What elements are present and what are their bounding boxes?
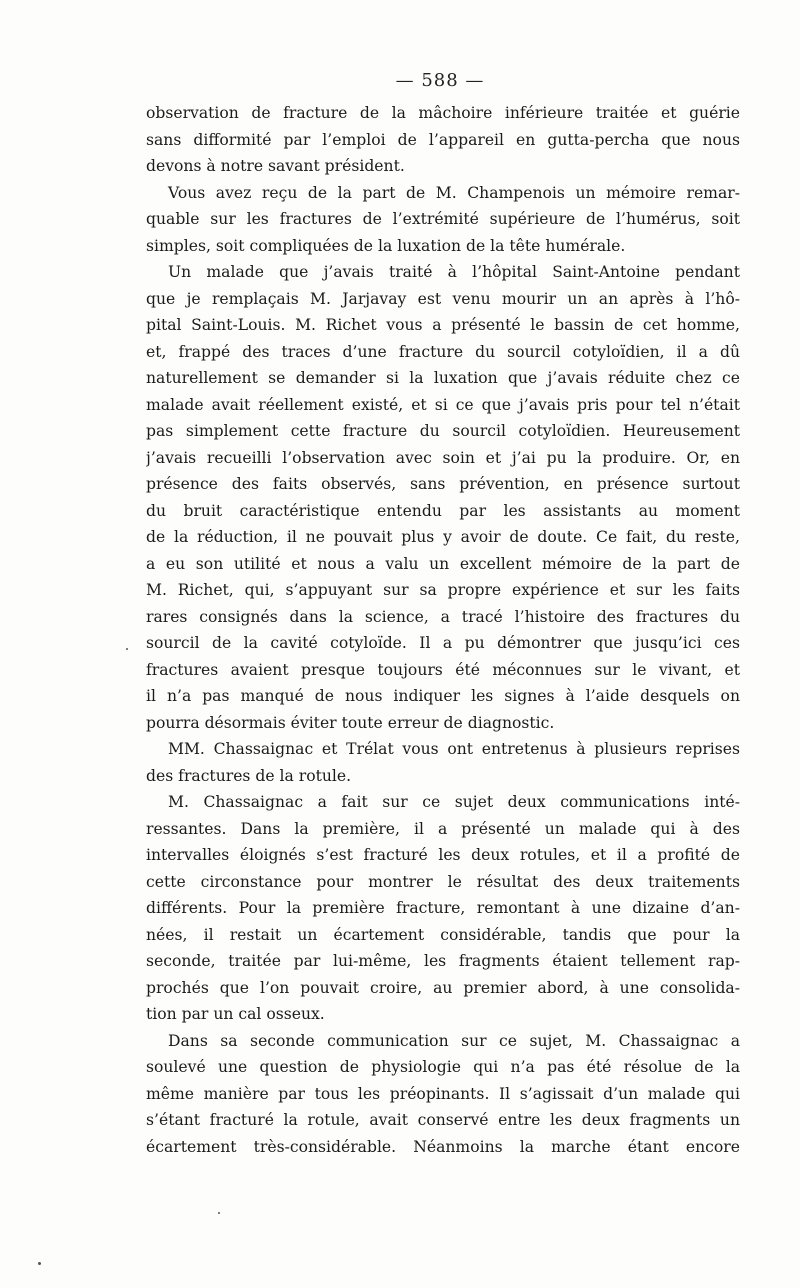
text-line: j’avais recueilli l’observation avec soin et j’ai pu la produire. Or, en (146, 448, 740, 467)
text-line: que je remplaçais M. Jarjavay est venu mourir un an après à l’hô- (146, 289, 740, 308)
text-line: fractures avaient presque toujours été méconnues sur le vivant, et (146, 660, 740, 679)
text-line: de la réduction, il ne pouvait plus y avoir de doute. Ce fait, du reste, (146, 528, 740, 546)
text-line: ressantes. Dans la première, il a présenté un malade qui à des (146, 819, 740, 838)
text-line: intervalles éloignés s’est fracturé les deux rotules, et il a profité de (146, 846, 740, 864)
text-line: pital Saint-Louis. M. Richet vous a présenté le bassin de cet homme, (146, 316, 740, 334)
text-line: écartement très-considérable. Néanmoins la marche étant encore (146, 1137, 740, 1156)
text-line: et, frappé des traces d’une fracture du sourcil cotyloïdien, il a dû (146, 342, 740, 361)
text-line: malade avait réellement existé, et si ce que j’avais pris pour tel n’était (146, 395, 740, 414)
text-line: naturellement se demander si la luxation que j’avais réduite chez ce (146, 369, 740, 387)
text-line: simples, soit compliquées de la luxation de la tête humérale. (146, 236, 626, 255)
text-line: devons à notre savant président. (146, 157, 405, 175)
print-speck (126, 648, 128, 650)
text-line: rares consignés dans la science, a tracé l’histoire des fractures du (146, 607, 740, 626)
text-line: pourra désormais éviter toute erreur de diagnostic. (146, 713, 555, 732)
text-line: soulevé une question de physiologie qui n’a pas été résolue de la (146, 1058, 740, 1076)
text-line: a eu son utilité et nous a valu un excellent mémoire de la part de (146, 554, 740, 573)
text-line: s’étant fracturé la rotule, avait conservé entre les deux fragments un (146, 1111, 740, 1129)
text-line: Un malade que j’avais traité à l’hôpital Saint-Antoine pendant (168, 263, 740, 281)
paragraph (146, 789, 740, 1028)
text-line: il n’a pas manqué de nous indiquer les signes à l’aide desquels on (146, 687, 740, 705)
text-line: M. Richet, qui, s’appuyant sur sa propre expérience et sur les faits (146, 581, 740, 599)
paragraph (146, 1028, 740, 1161)
text-line: présence des faits observés, sans prévention, en présence surtout (146, 475, 740, 493)
text-line: différents. Pour la première fracture, remontant à une dizaine d’an- (146, 899, 740, 917)
body-text (146, 100, 740, 1160)
text-line: seconde, traitée par lui-même, les fragments étaient tellement rap- (146, 952, 740, 970)
text-line: observation de fracture de la mâchoire inférieure traitée et guérie (146, 104, 740, 122)
text-line: même manière par tous les préopinants. Il s’agissait d’un malade qui (146, 1084, 740, 1103)
paragraph (146, 100, 740, 180)
text-line: tion par un cal osseux. (146, 1005, 325, 1023)
paragraph (146, 259, 740, 736)
page-number: — 588 — (395, 70, 485, 91)
text-line: prochés que l’on pouvait croire, au premier abord, à une consolida- (146, 978, 740, 997)
text-line: du bruit caractéristique entendu par les assistants au moment (146, 501, 740, 520)
paragraph (146, 180, 740, 260)
text-line: Dans sa seconde communication sur ce sujet, M. Chassaignac a (168, 1031, 740, 1050)
text-line: sans difformité par l’emploi de l’appareil en gutta-percha que nous (146, 130, 740, 149)
print-speck (218, 1212, 220, 1214)
text-line: Vous avez reçu de la part de M. Champenois un mémoire remar- (168, 183, 740, 202)
text-line: pas simplement cette fracture du sourcil cotyloïdien. Heureusement (146, 422, 740, 440)
print-speck (38, 1262, 41, 1265)
text-line: M. Chassaignac a fait sur ce sujet deux communications inté- (168, 793, 740, 811)
text-line: MM. Chassaignac et Trélat vous ont entretenus à plusieurs reprises (168, 740, 740, 758)
text-line: cette circonstance pour montrer le résultat des deux traitements (146, 872, 740, 891)
text-line: sourcil de la cavité cotyloïde. Il a pu démontrer que jusqu’ici ces (146, 634, 740, 652)
text-line: des fractures de la rotule. (146, 766, 352, 785)
text-line: nées, il restait un écartement considérable, tandis que pour la (146, 925, 740, 944)
text-line: quable sur les fractures de l’extrémité supérieure de l’humérus, soit (146, 210, 740, 228)
paragraph (146, 736, 740, 789)
